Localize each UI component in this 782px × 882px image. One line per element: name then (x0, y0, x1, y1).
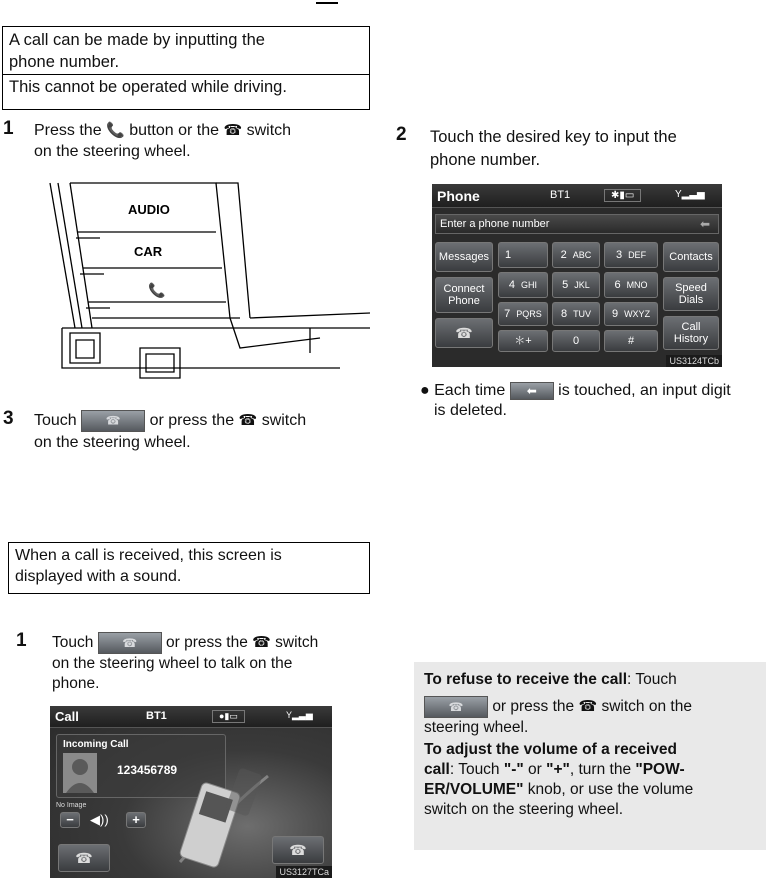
call-handset-icon: ☎ (455, 325, 473, 341)
step-1-number: 1 (3, 118, 14, 139)
answer-handset-icon: ☎ (75, 850, 93, 866)
intro-line-1: A call can be made by inputting the (9, 31, 265, 49)
steering-phone-switch-icon: ☎ (578, 698, 598, 716)
key-5[interactable]: 5 JKL (552, 272, 600, 298)
answer-call-button[interactable] (58, 844, 110, 872)
keypad-header (432, 184, 722, 208)
steering-phone-switch-icon: ☎ (252, 634, 271, 652)
phone-number-input[interactable]: Enter a phone number ⬅ (435, 214, 719, 234)
reject-call-button[interactable] (272, 836, 324, 864)
call-device: BT1 (146, 710, 167, 722)
bluetooth-battery-icon: ✱▮▭ (604, 189, 641, 202)
step-2-number: 2 (396, 124, 407, 145)
refuse-volume-note: To refuse to receive the call: Touch ☎ or press the ☎ switch on the steering wheel. To adjust the volume of a received call: Touch "-" or "+", turn the "POW- ER/VOLUME" knob, or use the volume switch on the steering wheel. (414, 662, 766, 850)
receive-box: When a call is received, this screen is displayed with a sound. (8, 542, 370, 594)
backspace-icon[interactable]: ⬅ (699, 217, 710, 231)
key-8[interactable]: 8 TUV (552, 302, 600, 326)
dash-phone-icon: 📞 (148, 282, 166, 298)
speed-dials-button[interactable]: Speed Dials (663, 277, 719, 311)
key-1[interactable]: 1 (498, 242, 548, 268)
caller-number: 123456789 (117, 763, 178, 777)
messages-button[interactable]: Messages (435, 242, 493, 272)
phone-keypad-screen (432, 184, 722, 367)
volume-minus-button[interactable]: − (60, 812, 80, 828)
receive-step-1-text: Touch ☎ or press the ☎ switch on the steering wheel to talk on the phone. (52, 632, 372, 694)
intro-line-2: phone number. (9, 53, 120, 71)
receive-step-1-number: 1 (16, 630, 27, 651)
connect-phone-button[interactable]: Connect Phone (435, 277, 493, 313)
dashboard-illustration (40, 178, 370, 386)
step-3-text: Touch ☎ or press the ☎ switch on the steering wheel. (34, 410, 374, 453)
key-3[interactable]: 3 DEF (604, 242, 658, 268)
key-9[interactable]: 9 WXYZ (604, 302, 658, 326)
dial-call-button[interactable] (435, 318, 493, 348)
step-2-text: Touch the desired key to input the phone number. (430, 128, 677, 169)
dash-audio-label: AUDIO (128, 202, 170, 217)
keypad-caption: US3124TCb (666, 355, 722, 367)
reject-button-icon: ☎ (424, 696, 488, 718)
keypad-device: BT1 (550, 189, 571, 201)
caller-avatar-icon (63, 753, 97, 793)
mobile-phone-illustration (170, 766, 270, 870)
contacts-button[interactable]: Contacts (663, 242, 719, 272)
keypad-title: Phone (437, 188, 480, 204)
header-rule (316, 2, 338, 4)
steering-phone-switch-icon: ☎ (238, 412, 258, 430)
step-3-number: 3 (3, 408, 14, 429)
volume-plus-button[interactable]: + (126, 812, 146, 828)
call-history-button[interactable]: Call History (663, 316, 719, 350)
phone-button-icon: 📞 (106, 122, 125, 139)
call-button-icon: ☎ (81, 410, 145, 432)
signal-icon: Y▂▃▅ (286, 710, 313, 720)
steering-phone-switch-icon: ☎ (223, 122, 243, 139)
intro-box (2, 26, 370, 110)
reject-handset-icon: ☎ (289, 842, 307, 858)
step-1-text: Press the 📞 button or the ☎ switch on the steering wheel. (34, 122, 292, 160)
bluetooth-battery-icon: ●▮▭ (212, 710, 245, 723)
key-4[interactable]: 4 GHI (498, 272, 548, 298)
dash-car-label: CAR (134, 244, 163, 259)
key-hash[interactable]: # (604, 330, 658, 352)
call-header (50, 706, 332, 728)
call-title: Call (55, 709, 79, 724)
speaker-icon: ◀)) (90, 812, 109, 827)
key-2[interactable]: 2 ABC (552, 242, 600, 268)
call-caption: US3127TCa (276, 866, 332, 878)
incoming-label: Incoming Call (63, 739, 129, 750)
answer-button-icon: ☎ (98, 632, 162, 654)
backspace-note: ● Each time ⬅ is touched, an input digit is deleted. (420, 382, 731, 419)
key-7[interactable]: 7 PQRS (498, 302, 548, 326)
intro-line-3: This cannot be operated while driving. (9, 78, 287, 96)
backspace-button-icon: ⬅ (510, 382, 554, 400)
key-6[interactable]: 6 MNO (604, 272, 658, 298)
key-star-plus[interactable]: ＊+ (498, 330, 548, 352)
incoming-call-screen (50, 706, 332, 878)
key-0[interactable]: 0 (552, 330, 600, 352)
signal-icon: Y▂▃▅ (675, 189, 705, 200)
no-image-label: No Image (56, 802, 87, 809)
bullet-dot: ● (420, 382, 430, 399)
